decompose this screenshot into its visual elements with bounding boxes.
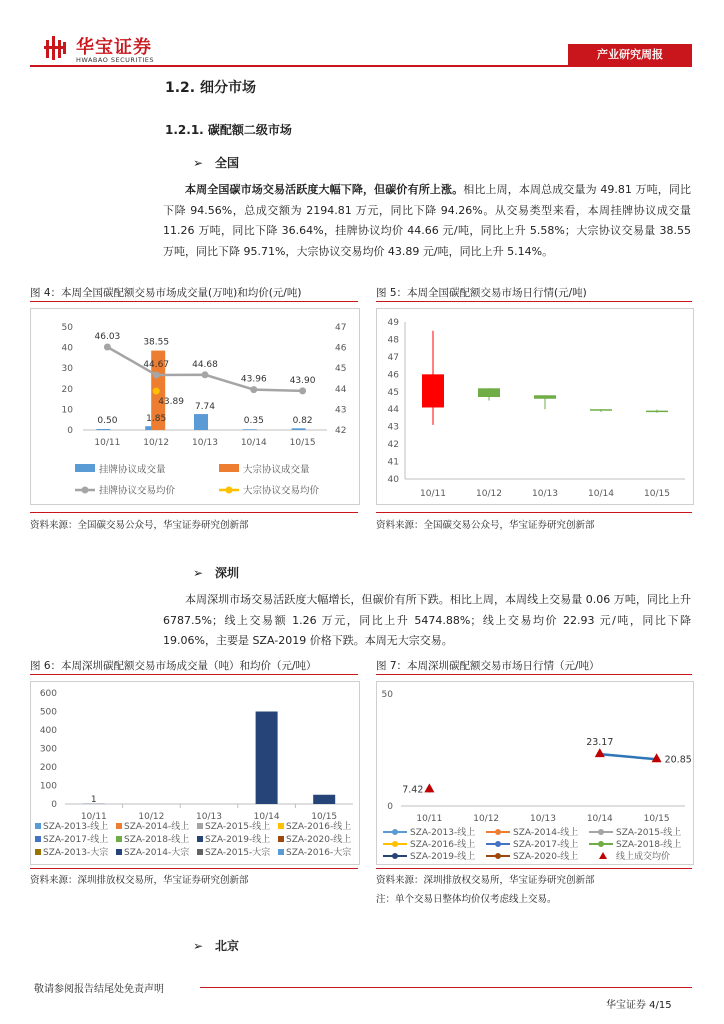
legend-swatch-marker <box>598 841 604 847</box>
legend-label: SZA-2016-线上 <box>410 840 476 850</box>
y-tick-label: 43 <box>387 422 399 433</box>
figure-5-rule <box>376 301 692 302</box>
legend-swatch <box>197 836 203 842</box>
data-label-listed-volume: 1.85 <box>146 414 167 425</box>
legend-label: SZA-2015-线上 <box>205 822 271 832</box>
fig6-svg <box>31 682 359 864</box>
point-block-avg-price <box>153 388 160 395</box>
marker-online-avg-price <box>424 783 434 792</box>
data-label-block-avg-price: 43.89 <box>158 397 184 408</box>
legend-swatch <box>197 823 203 829</box>
footer-page-info: 华宝证券 4/15 <box>606 1000 672 1011</box>
y-tick-label: 600 <box>39 689 57 699</box>
legend-swatch-marker <box>392 853 398 859</box>
arrow-bullet-icon: ➢ <box>193 566 204 580</box>
legend-label: SZA-2015-大宗 <box>205 848 271 858</box>
y-left-tick-label: 10 <box>61 405 73 416</box>
figure-4-chart <box>30 308 360 505</box>
heading-shenzhen <box>193 564 239 581</box>
legend-label: SZA-2013-大宗 <box>43 848 109 858</box>
figure-7-title: 图 7：本周深圳碳配额交易市场日行情（元/吨） <box>376 660 600 672</box>
fig7-svg <box>377 682 693 864</box>
marker-online-avg-price <box>595 748 605 757</box>
legend-swatch <box>278 836 284 842</box>
legend-swatch-marker <box>495 841 501 847</box>
figure-7-source: 资料来源：深圳排放权交易所，华宝证券研究创新部 <box>376 875 595 886</box>
shenzhen-paragraph: 本周深圳市场交易活跃度大幅增长，但碳价有所下跌。相比上周，本周线上交易量 0.06 万吨，同比上升 6787.5%；线上交易额 1.26 万元，同比上升 5474.88%；线上交易均价 22.93 元/吨，同比下降 19.06%，主要是 SZA-2019 价格下跌。本周无大宗交易。 <box>163 593 691 647</box>
x-tick-label: 10/13 <box>532 489 558 499</box>
y-tick-label: 40 <box>387 475 399 485</box>
figure-6-source: 资料来源：深圳排放权交易所，华宝证券研究创新部 <box>30 875 249 886</box>
data-label-listed-avg-price: 44.67 <box>143 359 170 370</box>
figure-6-title: 图 6：本周深圳碳配额交易市场成交量（吨）和均价（元/吨） <box>30 660 317 672</box>
header-divider <box>30 65 692 67</box>
bar-sza-2019-online <box>256 712 278 805</box>
y-tick-label: 100 <box>39 781 57 792</box>
arrow-bullet-icon: ➢ <box>193 939 204 953</box>
heading-shenzhen-text: 深圳 <box>215 566 240 580</box>
figure-6-rule <box>30 674 358 675</box>
legend-swatch <box>35 849 41 855</box>
y-left-tick-label: 30 <box>61 364 73 375</box>
x-tick-label: 10/13 <box>196 812 222 822</box>
y-tick-label: 200 <box>39 763 57 773</box>
legend-swatch <box>116 836 122 842</box>
candle-body <box>646 411 668 413</box>
x-tick-label: 10/14 <box>253 812 280 822</box>
legend-label: SZA-2015-线上 <box>616 828 682 838</box>
point-listed-avg-price <box>153 371 160 378</box>
y-tick-label: 46 <box>387 370 399 381</box>
x-tick-label: 10/15 <box>289 438 316 448</box>
legend-swatch-marker <box>392 829 398 835</box>
y-tick-label: 44 <box>387 405 399 416</box>
legend-label: SZA-2016-大宗 <box>286 848 352 858</box>
data-label-listed-avg-price: 43.96 <box>240 374 267 385</box>
legend-swatch <box>197 849 203 855</box>
figure-4-bottom-rule <box>30 512 358 513</box>
y-left-tick-label: 20 <box>61 384 73 395</box>
x-tick-label: 10/15 <box>643 814 670 824</box>
data-label-listed-avg-price: 46.03 <box>94 331 121 342</box>
legend-label: 挂牌协议交易均价 <box>99 485 176 497</box>
legend-label: SZA-2014-大宗 <box>124 848 190 858</box>
figure-5-source: 资料来源：全国碳交易公众号，华宝证券研究创新部 <box>376 520 595 531</box>
brand-mark-icon <box>44 36 70 60</box>
figure-7-chart <box>376 681 694 865</box>
legend-swatch <box>116 823 122 829</box>
legend-label: SZA-2014-线上 <box>513 828 579 838</box>
national-summary-bold: 本周全国碳市场交易活跃度大幅下降，但碳价有所上涨。 <box>185 183 464 196</box>
y-tick-label: 47 <box>387 352 399 363</box>
y-tick-label: 41 <box>387 457 399 468</box>
y-tick-label: 48 <box>387 335 399 346</box>
point-listed-avg-price <box>104 343 111 350</box>
legend-label: SZA-2018-线上 <box>124 835 190 845</box>
x-tick-label: 10/13 <box>192 438 218 448</box>
heading-national <box>193 154 239 171</box>
data-label: 20.85 <box>664 754 692 766</box>
x-tick-label: 10/14 <box>586 814 613 824</box>
y-tick-label: 400 <box>39 726 57 736</box>
bar-listed-volume <box>243 429 257 430</box>
bar-listed-volume <box>292 428 306 430</box>
candle-body <box>478 388 500 397</box>
y-right-tick-label: 43 <box>335 405 347 416</box>
x-tick-label: 10/15 <box>311 812 338 822</box>
figure-5-chart <box>376 308 694 505</box>
line-sza-2019 <box>600 754 657 759</box>
national-summary-text: 相比上周，本周总成交量为 49.81 万吨，同比下降 94.56%，总成交额为 2194.81 万元，同比下降 94.26%。从交易类型来看，本周挂牌协议成交量 11.26 万吨，同比下降 36.64%，挂牌协议均价 44.66 元/吨，同比上升 5.58%；大宗协议交易量 38.55 万吨，同比下降 95.71%，大宗协议交易均价 43.89 元/吨，同比上升 5.14%。 <box>163 183 692 258</box>
data-label-listed-volume: 0.35 <box>243 416 264 426</box>
figure-4-title: 图 4：本周全国碳配额交易市场成交量(万吨)和均价(元/吨) <box>30 287 302 299</box>
data-label: 1 <box>90 795 97 805</box>
y-right-tick-label: 47 <box>335 323 347 333</box>
figure-7-note: 注：单个交易日整体均价仅考虑线上交易。 <box>376 894 557 905</box>
brand-name-en: HWABAO SECURITIES <box>76 56 154 64</box>
figure-7-bottom-rule <box>376 868 692 869</box>
y-tick-label: 0 <box>387 802 393 812</box>
legend-label: 线上成交均价 <box>616 852 671 862</box>
data-label-listed-avg-price: 43.90 <box>289 375 316 386</box>
x-tick-label: 10/15 <box>644 489 670 499</box>
y-tick-label: 300 <box>39 744 57 755</box>
figure-5-title: 图 5：本周全国碳配额交易市场日行情(元/吨) <box>376 287 587 299</box>
point-listed-avg-price <box>202 371 209 378</box>
x-tick-label: 10/12 <box>143 438 170 448</box>
figure-4-source: 资料来源：全国碳交易公众号，华宝证券研究创新部 <box>30 520 249 531</box>
legend-label: SZA-2020-线上 <box>513 852 579 862</box>
legend-label: SZA-2013-线上 <box>43 822 109 832</box>
footer-divider <box>200 987 692 988</box>
x-tick-label: 10/11 <box>420 489 446 499</box>
legend-label: SZA-2020-线上 <box>286 835 352 845</box>
footer-disclaimer: 敬请参阅报告结尾处免责声明 <box>34 984 164 995</box>
legend-swatch <box>35 836 41 842</box>
y-tick-label: 500 <box>39 707 57 718</box>
candle-body <box>534 395 556 398</box>
heading-beijing-text: 北京 <box>215 939 240 953</box>
candle-body <box>590 409 612 411</box>
data-label-listed-volume: 7.74 <box>194 402 216 413</box>
y-tick-label: 45 <box>387 387 399 398</box>
arrow-bullet-icon: ➢ <box>193 156 204 170</box>
heading-national-text: 全国 <box>215 156 240 170</box>
report-type-tag: 产业研究周报 <box>568 44 692 66</box>
data-label-listed-volume: 0.50 <box>97 416 118 426</box>
bar-sza-2019-online <box>313 795 335 804</box>
figure-6-chart <box>30 681 360 865</box>
x-tick-label: 10/12 <box>138 812 165 822</box>
legend-label: SZA-2019-线上 <box>205 835 271 845</box>
x-tick-label: 10/11 <box>80 812 107 822</box>
brand-name: 华宝证券 <box>76 37 152 58</box>
legend-label: SZA-2016-线上 <box>286 822 352 832</box>
y-right-tick-label: 45 <box>335 364 347 375</box>
x-tick-label: 10/11 <box>94 438 121 448</box>
figure-4-rule <box>30 301 358 302</box>
fig5-svg <box>377 309 693 504</box>
point-listed-avg-price <box>299 387 306 394</box>
data-label: 23.17 <box>586 737 614 749</box>
legend-swatch-marker <box>82 487 89 494</box>
legend-swatch <box>219 464 239 472</box>
legend-swatch-marker <box>392 841 398 847</box>
legend-swatch-marker <box>226 487 233 494</box>
legend-swatch <box>116 849 122 855</box>
figure-6-bottom-rule <box>30 868 358 869</box>
legend-label: SZA-2017-线上 <box>43 835 109 845</box>
y-tick-label: 49 <box>387 318 399 328</box>
fig4-svg <box>31 309 359 504</box>
legend-label: SZA-2019-线上 <box>410 852 476 862</box>
subsection-heading: 1.2.1. 碳配额二级市场 <box>165 123 292 137</box>
legend-swatch-marker <box>495 829 501 835</box>
legend-swatch-marker <box>495 853 501 859</box>
figure-7-rule <box>376 674 692 675</box>
x-tick-label: 10/14 <box>588 489 614 499</box>
point-listed-avg-price <box>250 386 257 393</box>
data-label-block-volume: 38.55 <box>143 337 170 348</box>
y-left-tick-label: 40 <box>61 343 73 354</box>
legend-label: SZA-2018-线上 <box>616 840 682 850</box>
legend-swatch-marker <box>598 829 604 835</box>
brand-logo <box>44 36 154 64</box>
x-tick-label: 10/12 <box>476 489 502 499</box>
legend-swatch <box>278 849 284 855</box>
bar-listed-volume <box>194 414 208 430</box>
y-right-tick-label: 46 <box>335 343 347 354</box>
national-paragraph <box>163 180 691 262</box>
x-tick-label: 10/14 <box>240 438 267 448</box>
y-tick-label: 42 <box>387 440 399 451</box>
y-tick-label: 50 <box>381 690 393 700</box>
heading-beijing <box>193 937 239 954</box>
figure-5-bottom-rule <box>376 512 692 513</box>
legend-swatch <box>75 464 95 472</box>
legend-swatch-triangle <box>599 852 607 859</box>
section-heading: 1.2. 细分市场 <box>165 80 256 96</box>
legend-label: SZA-2013-线上 <box>410 828 476 838</box>
legend-swatch <box>35 823 41 829</box>
y-left-tick-label: 0 <box>67 426 73 436</box>
legend-label: 大宗协议交易均价 <box>243 485 320 497</box>
y-tick-label: 0 <box>51 800 57 810</box>
candle-body <box>422 374 444 407</box>
legend-label: 挂牌协议成交量 <box>99 464 166 476</box>
data-label: 7.42 <box>402 784 424 796</box>
bar-listed-volume <box>96 429 110 430</box>
data-label-listed-volume: 0.82 <box>292 416 313 426</box>
y-right-tick-label: 44 <box>335 384 347 395</box>
legend-swatch <box>278 823 284 829</box>
x-tick-label: 10/13 <box>530 814 556 824</box>
data-label-listed-avg-price: 44.68 <box>192 359 218 370</box>
legend-label: 大宗协议成交量 <box>243 464 310 476</box>
y-right-tick-label: 42 <box>335 426 347 436</box>
x-tick-label: 10/12 <box>473 814 500 824</box>
y-left-tick-label: 50 <box>61 323 73 333</box>
x-tick-label: 10/11 <box>416 814 443 824</box>
legend-label: SZA-2017-线上 <box>513 840 579 850</box>
legend-label: SZA-2014-线上 <box>124 822 190 832</box>
